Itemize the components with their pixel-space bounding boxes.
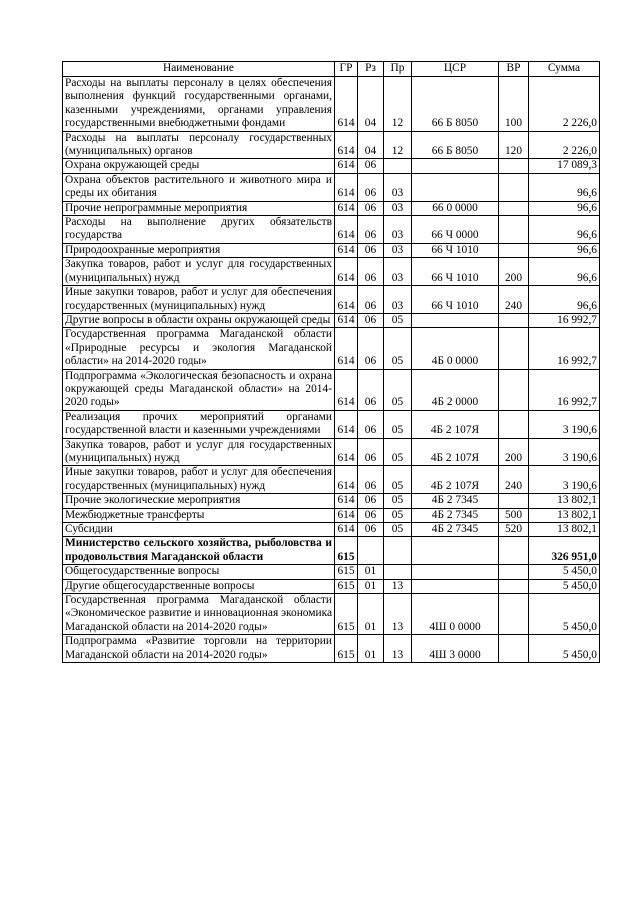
cell-pr: 05 [384,369,412,410]
cell-name: Государственная программа Магаданской области «Природные ресурсы и экология Магаданской области» на 2014-2020 годы» [63,328,335,369]
cell-sum: 16 992,7 [529,328,600,369]
cell-rz: 06 [358,438,384,466]
table-row [63,494,600,508]
cell-sum: 16 992,7 [529,369,600,410]
cell-csr: 66 Ч 1010 [412,286,499,314]
cell-vr: 240 [499,286,529,314]
cell-gr: 615 [335,635,358,663]
cell-gr: 614 [335,328,358,369]
cell-name: Подпрограмма «Развитие торговли на территории Магаданской области на 2014-2020 годы» [63,635,335,663]
cell-sum: 3 190,6 [529,410,600,438]
cell-vr [499,201,529,215]
table-row [63,286,600,314]
cell-name: Расходы на выплаты персоналу в целях обеспечения выполнения функций государственными органами, казенными учреждениями, органами управления государственными внебюджетными фондами [63,77,335,132]
cell-pr: 03 [384,201,412,215]
cell-sum: 96,6 [529,201,600,215]
cell-name: Реализация прочих мероприятий органами государственной власти и казенными учреждениями [63,410,335,438]
cell-pr: 13 [384,594,412,635]
cell-csr: 4Б 2 0000 [412,369,499,410]
table-row [63,173,600,201]
cell-gr: 615 [335,594,358,635]
table-row [63,635,600,663]
table-row [63,565,600,579]
table-row [63,410,600,438]
cell-name: Расходы на выплаты персоналу государственных (муниципальных) органов [63,131,335,159]
cell-pr: 05 [384,410,412,438]
cell-rz: 06 [358,410,384,438]
cell-rz: 06 [358,159,384,173]
cell-gr: 614 [335,369,358,410]
cell-name: Закупка товаров, работ и услуг для государственных (муниципальных) нужд [63,438,335,466]
cell-sum: 5 450,0 [529,594,600,635]
header-row [63,62,600,77]
cell-name: Иные закупки товаров, работ и услуг для обеспечения государственных (муниципальных) нужд [63,466,335,494]
cell-pr: 03 [384,173,412,201]
cell-gr: 614 [335,438,358,466]
cell-name: Расходы на выполнение других обязательств государства [63,216,335,244]
cell-sum: 16 992,7 [529,313,600,327]
cell-vr [499,216,529,244]
cell-rz: 06 [358,313,384,327]
cell-pr: 05 [384,466,412,494]
cell-csr: 4Б 0 0000 [412,328,499,369]
cell-name: Охрана объектов растительного и животного мира и среды их обитания [63,173,335,201]
cell-sum: 96,6 [529,258,600,286]
cell-sum: 3 190,6 [529,438,600,466]
cell-csr [412,159,499,173]
cell-rz: 01 [358,635,384,663]
cell-rz: 06 [358,173,384,201]
cell-vr [499,494,529,508]
cell-sum: 13 802,1 [529,494,600,508]
cell-rz: 06 [358,201,384,215]
header-gr: ГР [335,62,358,77]
table-row [63,438,600,466]
table-row [63,258,600,286]
cell-gr: 614 [335,173,358,201]
cell-csr: 66 Ч 1010 [412,258,499,286]
cell-sum: 96,6 [529,286,600,314]
cell-sum: 3 190,6 [529,466,600,494]
cell-name: Субсидии [63,523,335,537]
cell-rz: 06 [358,243,384,257]
cell-name: Министерство сельского хозяйства, рыболовства и продовольствия Магаданской области [63,537,335,565]
cell-sum: 5 450,0 [529,635,600,663]
cell-csr [412,537,499,565]
table-row [63,131,600,159]
table-row [63,77,600,132]
cell-rz: 06 [358,258,384,286]
cell-gr: 615 [335,565,358,579]
header-vr: ВР [499,62,529,77]
cell-vr [499,369,529,410]
cell-name: Прочие непрограммные мероприятия [63,201,335,215]
cell-gr: 614 [335,286,358,314]
cell-rz: 06 [358,328,384,369]
cell-name: Другие вопросы в области охраны окружающей среды [63,313,335,327]
cell-gr: 614 [335,216,358,244]
table-row [63,216,600,244]
cell-csr: 4Б 2 107Я [412,410,499,438]
cell-rz: 01 [358,579,384,593]
cell-vr [499,243,529,257]
cell-rz: 04 [358,77,384,132]
cell-vr [499,313,529,327]
table-row [63,508,600,522]
cell-gr: 614 [335,466,358,494]
cell-vr: 520 [499,523,529,537]
cell-vr: 200 [499,438,529,466]
cell-vr [499,328,529,369]
cell-csr [412,565,499,579]
cell-pr: 13 [384,635,412,663]
cell-csr [412,173,499,201]
table-row [63,159,600,173]
header-pr: Пр [384,62,412,77]
cell-rz: 04 [358,131,384,159]
table-row [63,328,600,369]
header-sum: Сумма [529,62,600,77]
cell-pr: 12 [384,77,412,132]
cell-vr [499,635,529,663]
cell-vr: 500 [499,508,529,522]
cell-csr: 4Б 2 7345 [412,523,499,537]
cell-pr: 05 [384,508,412,522]
cell-rz: 06 [358,286,384,314]
cell-csr: 4Б 2 7345 [412,494,499,508]
table-row [63,579,600,593]
cell-rz: 06 [358,494,384,508]
cell-csr: 66 Б 8050 [412,131,499,159]
cell-rz: 06 [358,216,384,244]
cell-gr: 614 [335,77,358,132]
cell-name: Иные закупки товаров, работ и услуг для обеспечения государственных (муниципальных) нужд [63,286,335,314]
cell-pr: 05 [384,494,412,508]
cell-gr: 614 [335,159,358,173]
cell-gr: 614 [335,523,358,537]
cell-rz: 06 [358,508,384,522]
cell-name: Общегосударственные вопросы [63,565,335,579]
cell-csr: 4Ш 0 0000 [412,594,499,635]
table-row [63,243,600,257]
cell-pr: 03 [384,216,412,244]
header-rz: Рз [358,62,384,77]
cell-rz [358,537,384,565]
cell-sum: 5 450,0 [529,565,600,579]
cell-gr: 615 [335,579,358,593]
cell-csr: 4Б 2 107Я [412,466,499,494]
cell-name: Другие общегосударственные вопросы [63,579,335,593]
cell-pr: 13 [384,579,412,593]
cell-csr: 66 Ч 0000 [412,216,499,244]
cell-csr: 4Б 2 7345 [412,508,499,522]
cell-vr [499,579,529,593]
cell-rz: 06 [358,466,384,494]
cell-sum: 326 951,0 [529,537,600,565]
cell-csr: 66 Ч 1010 [412,243,499,257]
cell-name: Межбюджетные трансферты [63,508,335,522]
cell-vr [499,594,529,635]
cell-name: Государственная программа Магаданской области «Экономическое развитие и инновационная экономика Магаданской области на 2014-2020 годы» [63,594,335,635]
cell-gr: 614 [335,313,358,327]
cell-sum: 96,6 [529,216,600,244]
cell-gr: 615 [335,537,358,565]
cell-name: Прочие экологические мероприятия [63,494,335,508]
header-name: Наименование [63,62,335,77]
cell-rz: 06 [358,369,384,410]
table-row [63,523,600,537]
cell-pr: 05 [384,523,412,537]
cell-pr: 03 [384,258,412,286]
cell-name: Охрана окружающей среды [63,159,335,173]
cell-name: Закупка товаров, работ и услуг для государственных (муниципальных) нужд [63,258,335,286]
cell-gr: 614 [335,243,358,257]
cell-vr [499,159,529,173]
cell-sum: 13 802,1 [529,523,600,537]
cell-gr: 614 [335,410,358,438]
cell-pr: 03 [384,286,412,314]
table-row [63,594,600,635]
cell-vr [499,565,529,579]
cell-pr [384,159,412,173]
cell-vr [499,410,529,438]
cell-csr: 66 0 0000 [412,201,499,215]
cell-gr: 614 [335,201,358,215]
cell-csr: 4Б 2 107Я [412,438,499,466]
cell-gr: 614 [335,131,358,159]
cell-pr [384,565,412,579]
table-row [63,201,600,215]
cell-gr: 614 [335,494,358,508]
cell-pr: 05 [384,438,412,466]
cell-sum: 2 226,0 [529,131,600,159]
cell-csr: 66 Б 8050 [412,77,499,132]
cell-gr: 614 [335,508,358,522]
cell-sum: 17 089,3 [529,159,600,173]
cell-rz: 01 [358,565,384,579]
cell-sum: 5 450,0 [529,579,600,593]
cell-pr: 05 [384,328,412,369]
cell-sum: 13 802,1 [529,508,600,522]
cell-pr: 05 [384,313,412,327]
header-csr: ЦСР [412,62,499,77]
cell-csr [412,579,499,593]
table-row [63,466,600,494]
cell-vr: 200 [499,258,529,286]
cell-csr: 4Ш 3 0000 [412,635,499,663]
cell-pr: 12 [384,131,412,159]
budget-table [62,61,600,663]
cell-sum: 96,6 [529,173,600,201]
cell-pr: 03 [384,243,412,257]
cell-vr [499,537,529,565]
cell-pr [384,537,412,565]
cell-sum: 2 226,0 [529,77,600,132]
cell-rz: 01 [358,594,384,635]
cell-sum: 96,6 [529,243,600,257]
cell-csr [412,313,499,327]
table-row [63,537,600,565]
cell-name: Подпрограмма «Экологическая безопасность и охрана окружающей среды Магаданской области» на 2014-2020 годы» [63,369,335,410]
cell-name: Природоохранные мероприятия [63,243,335,257]
cell-vr: 240 [499,466,529,494]
cell-vr: 120 [499,131,529,159]
cell-rz: 06 [358,523,384,537]
table-row [63,369,600,410]
cell-gr: 614 [335,258,358,286]
cell-vr: 100 [499,77,529,132]
cell-vr [499,173,529,201]
table-row [63,313,600,327]
